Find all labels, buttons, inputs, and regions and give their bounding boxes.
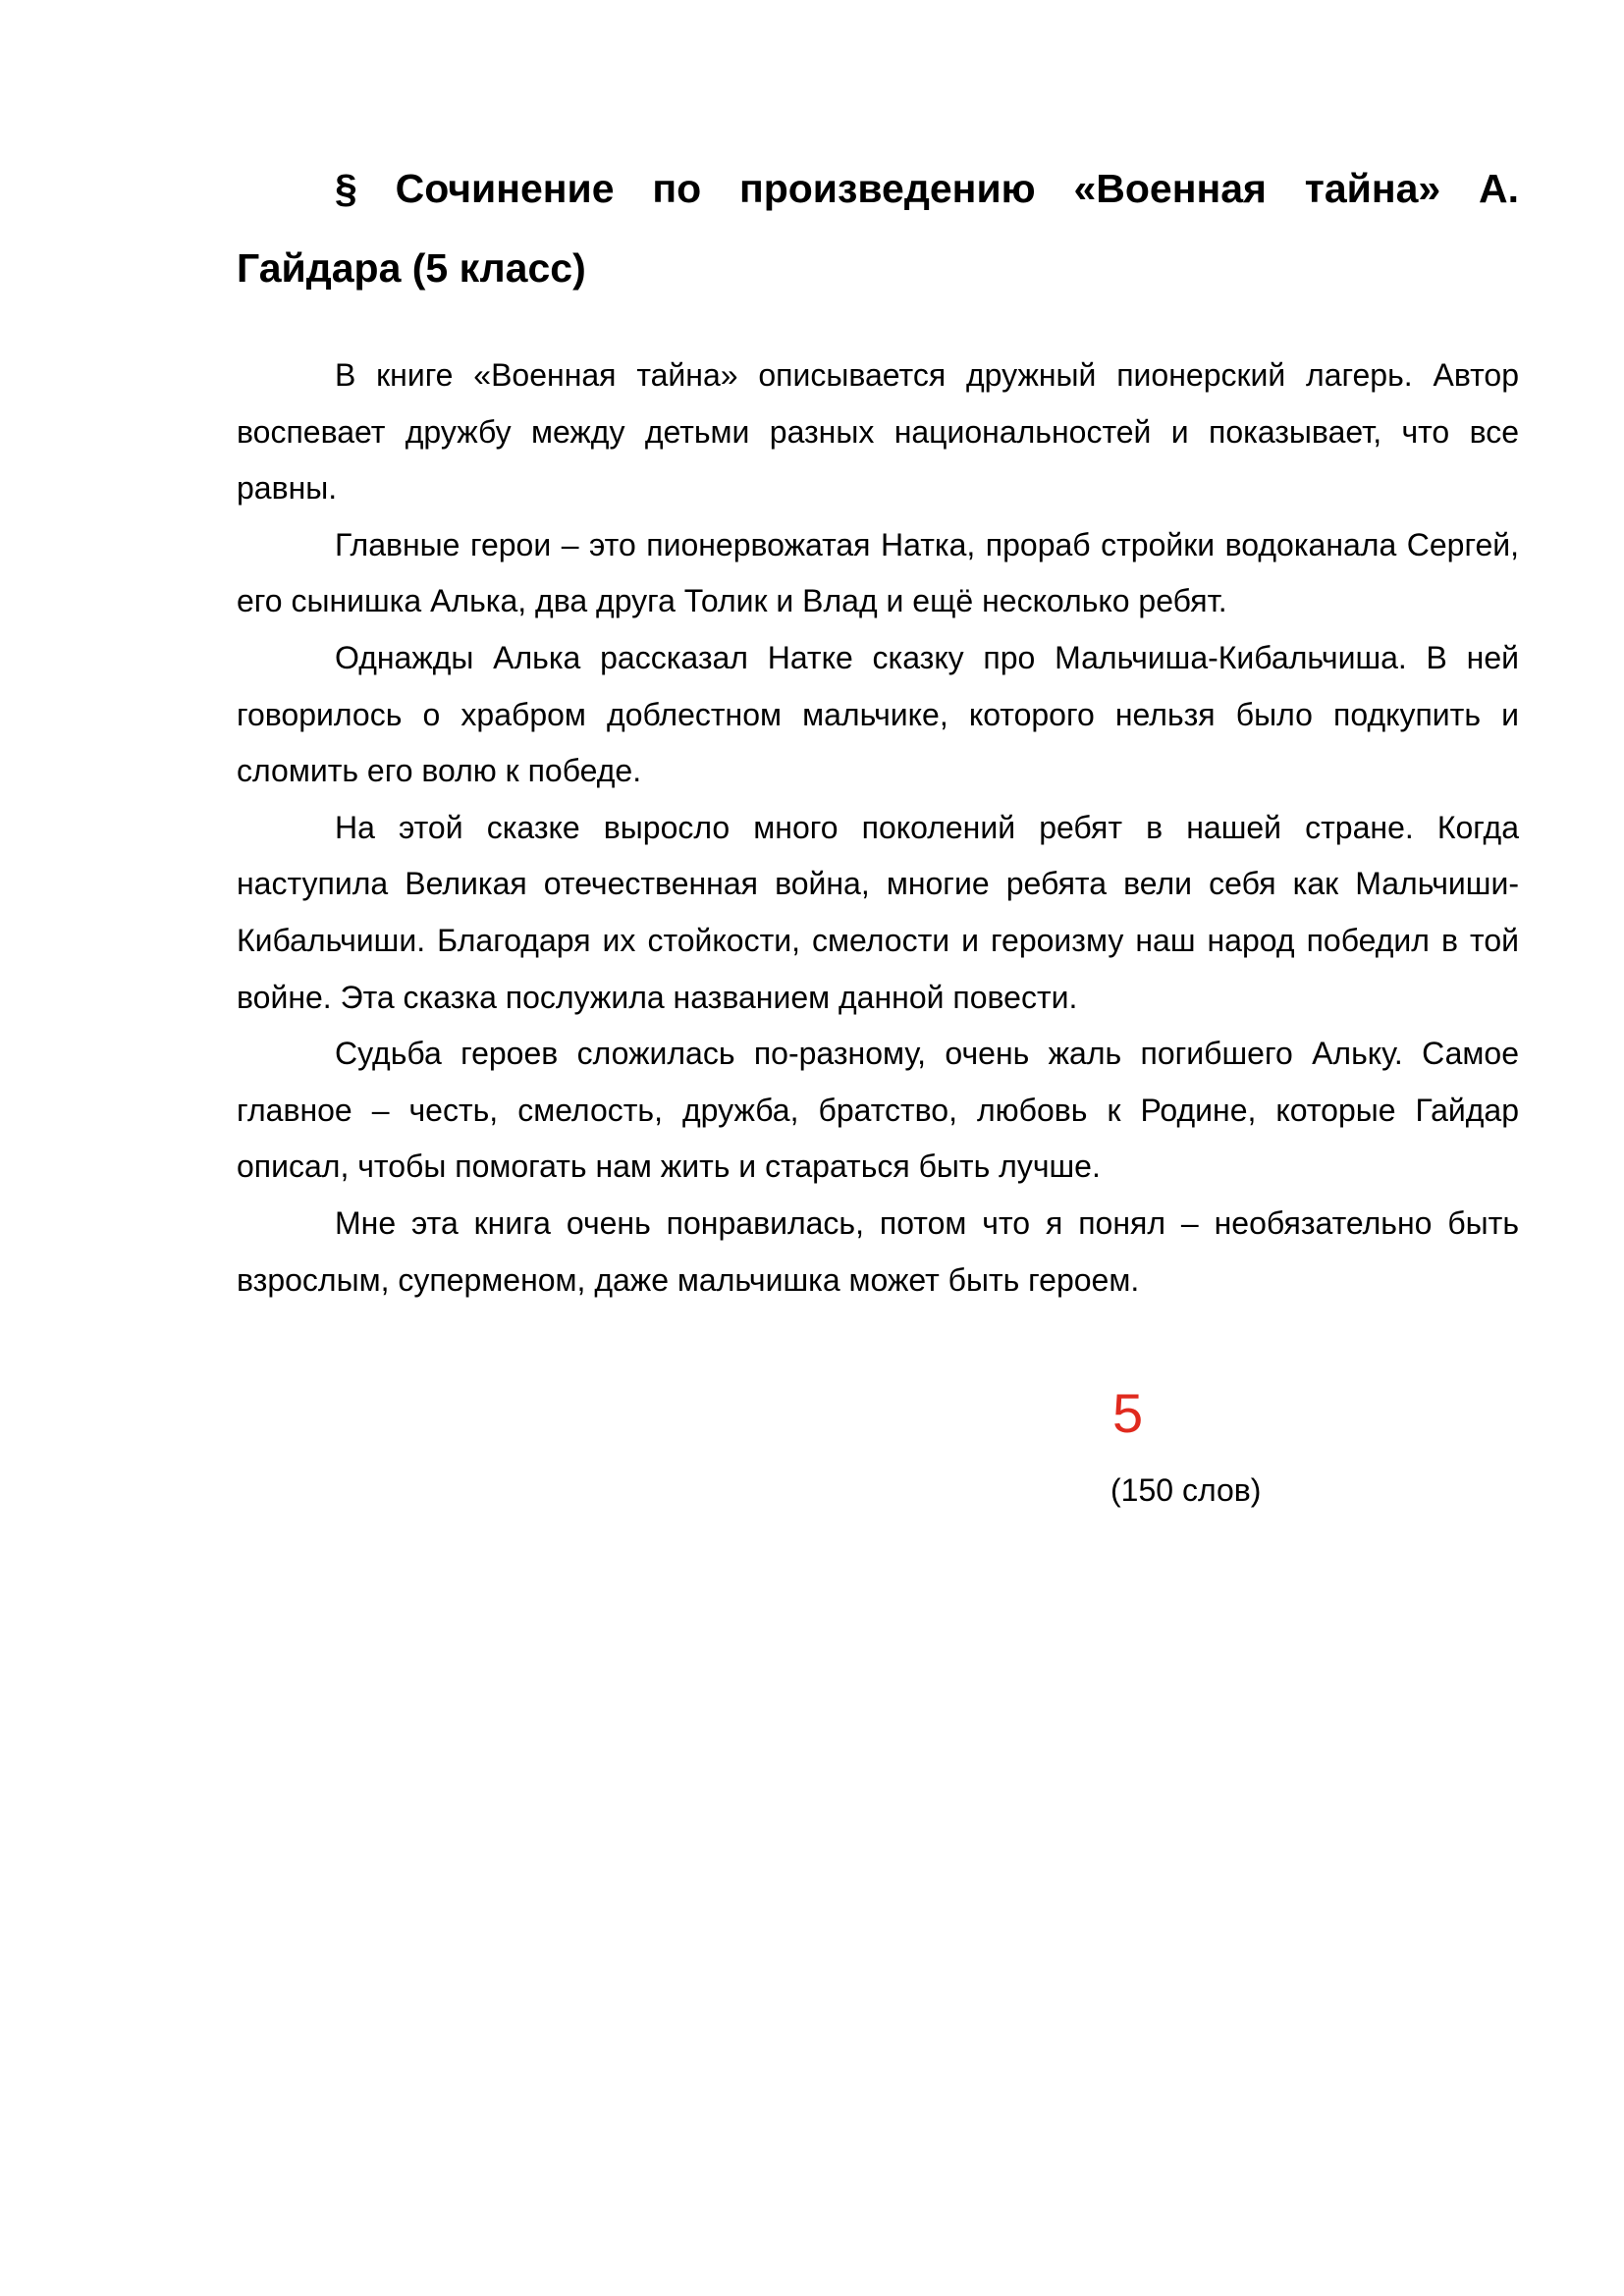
paragraph-6: Мне эта книга очень понравилась, потом что я понял – необязательно быть взрослым, суперменом, даже мальчишка может быть героем. [237,1204,1519,1298]
paragraph-2: Главные герои – это пионервожатая Натка, прораб стройки водоканала Сергей, его сынишка Алька, два друга Толик и Влад и ещё несколько ребят. [237,526,1519,619]
paragraph-5: Судьба героев сложилась по-разному, очень жаль погибшего Альку. Самое главное – честь, смелость, дружба, братство, любовь к Родине, которые Гайдар описал, чтобы помогать нам жить и стараться быть лучше. [237,1036,1519,1185]
paragraph-4: На этой сказке выросло много поколений ребят в нашей стране. Когда наступила Великая отечественная война, многие ребята вели себя как Мальчиши-Кибальчиши. Благодаря их стойкости, смелости и героизму наш народ победил в той войне. Эта сказка послужила названием данной повести. [237,809,1519,1015]
grade-block [1110,1384,1307,1510]
paragraph-1: В книге «Военная тайна» описывается дружный пионерский лагерь. Автор воспевает дружбу между детьми разных национальностей и показывает, что все равны. [237,357,1519,507]
word-count: (150 слов) [1110,1472,1262,1508]
paragraph-3: Однажды Алька рассказал Натке сказку про Мальчиша-Кибальчиша. В ней говорилось о храбром доблестном мальчике, которого нельзя было подкупить и сломить его волю к победе. [237,639,1519,789]
document-page [237,149,1519,1308]
grade-mark: 5 [1112,1382,1144,1444]
essay-title: § Сочинение по произведению «Военная тайна» А. Гайдара (5 класс) [237,166,1519,291]
essay-body [237,347,1519,1308]
